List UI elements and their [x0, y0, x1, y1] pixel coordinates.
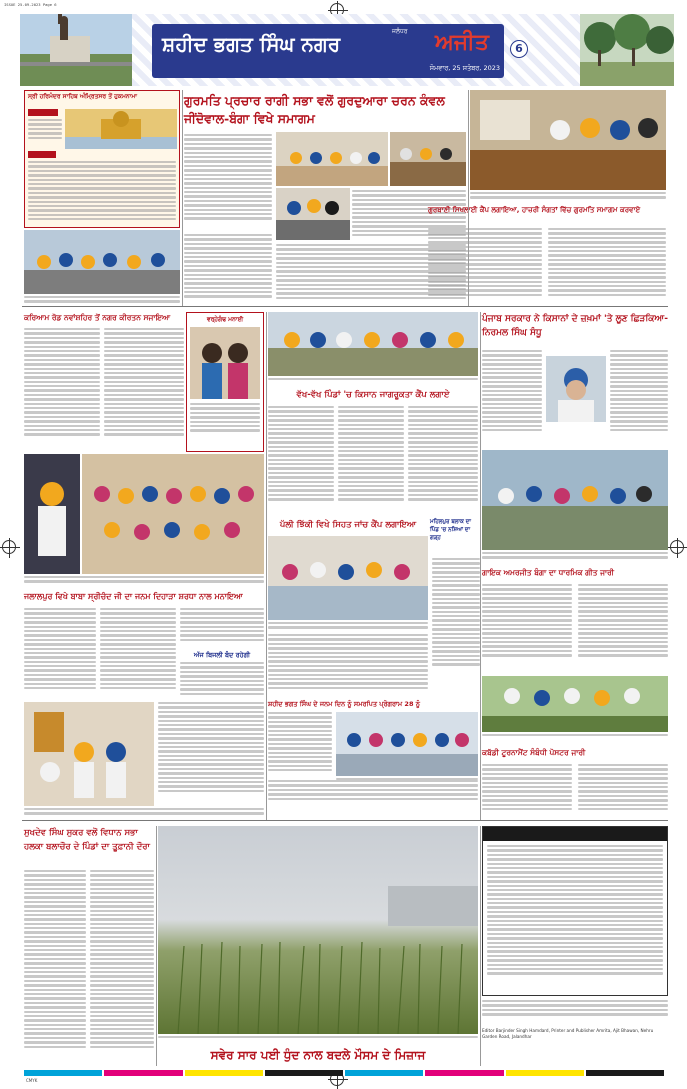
- farmer-camp-photo: [268, 312, 478, 376]
- story-headline: ਮਹਿਲਪੁਰ ਬਲਾਕ ਦਾ ਪਿੰਡ 'ਚ ਨਸ਼ਿਆਂ ਦਾ ਗੜ੍ਹ: [430, 519, 471, 541]
- photo-caption: [482, 734, 668, 742]
- story-headline: ਗੁਰਬਾਣੀ ਸਿਖਲਾਈ ਕੈਂਪ ਲਗਾਇਆ, ਹਾਜ਼ਰੀ ਸੰਗਤਾਂ ਵਿੱਚ ਗੁਰਮਤਿ ਸਮਾਗਮ ਕਰਵਾਏ: [428, 206, 641, 214]
- story-headline: ਕਬੱਡੀ ਟੂਰਨਾਮੈਂਟ ਸੰਬੰਧੀ ਪੋਸਟਰ ਜਾਰੀ: [482, 748, 586, 757]
- birthday-box: [186, 312, 264, 452]
- story-body: [482, 764, 572, 818]
- photo-caption: [268, 622, 428, 630]
- story-body: [578, 764, 668, 818]
- notice-text: [487, 845, 663, 993]
- portrait-photo: [546, 356, 606, 422]
- column-rule: [480, 312, 481, 820]
- health-camp-photo: [268, 536, 428, 620]
- trees-photo: [580, 14, 674, 86]
- photo-caption: [24, 576, 264, 584]
- story-headline: ਪੱਲੀ ਝਿੱਕੀ ਵਿਖੇ ਸਿਹਤ ਜਾਂਚ ਕੈਂਪ ਲਗਾਇਆ: [279, 520, 417, 530]
- story-headline: ਸਵੇਰ ਸਾਰ ਪਈ ਧੁੰਦ ਨਾਲ ਬਦਲੇ ਮੌਸਮ ਦੇ ਮਿਜ਼ਾਜ: [210, 1048, 426, 1062]
- story-headline: ਗਾਇਕ ਅਮਰਜੀਤ ਬੰਗਾ ਦਾ ਧਾਰਮਿਕ ਗੀਤ ਜਾਰੀ: [482, 568, 615, 577]
- story-headline: ਵਰ੍ਹੇਗੰਢ ਮਨਾਈ: [206, 316, 244, 323]
- story-body: [24, 870, 86, 1066]
- notice-box: [482, 826, 668, 996]
- story-headline: ਸ਼ਹੀਦ ਭਗਤ ਸਿੰਘ ਦੇ ਜਨਮ ਦਿਨ ਨੂੰ ਸਮਰਪਿਤ ਪ੍ਰੋਗਰਾਮ 28 ਨੂੰ: [268, 700, 420, 708]
- masthead: [20, 14, 674, 86]
- column-rule: [468, 90, 469, 306]
- rule: [22, 306, 668, 307]
- hukamnama-text: [28, 119, 62, 149]
- column-rule: [480, 826, 481, 1066]
- jalalpur-group-photo: [24, 702, 154, 806]
- story-body: [268, 634, 428, 694]
- photo-caption: [268, 378, 478, 384]
- group-photo: [276, 188, 350, 240]
- label-strip: [28, 109, 58, 116]
- congregation-photo: [82, 454, 264, 574]
- story-body: [338, 406, 404, 514]
- hukamnama-text: [28, 161, 176, 225]
- label-strip: [28, 151, 56, 158]
- story-headline: ਸ੍ਰੀ ਹਰਿਮੰਦਰ ਸਾਹਿਬ ਅੰਮ੍ਰਿਤਸਰ ਤੋਂ ਹੁਕਮਨਾਮਾ: [28, 93, 138, 100]
- school-photo: [336, 712, 478, 776]
- story-body: [184, 234, 272, 304]
- rule: [22, 820, 668, 821]
- story-body: [276, 244, 466, 304]
- masthead-date: ਸੋਮਵਾਰ, 25 ਸਤੰਬਰ, 2023: [429, 64, 500, 72]
- story-headline: ਕਰਿਆਮ ਰੋਡ ਨਵਾਂਸ਼ਹਿਰ ਤੋਂ ਨਗਰ ਕੀਰਤਨ ਸਜਾਇਆ: [24, 313, 171, 322]
- story-body: [90, 870, 154, 1066]
- column-rule: [156, 826, 157, 1066]
- story-body: [610, 350, 668, 446]
- story-body: [268, 780, 478, 806]
- registration-mark-icon: [2, 540, 16, 554]
- story-body: [180, 608, 264, 648]
- imprint: Editor Barjinder Singh Hamdard, Printer and Publisher Amrita, Ajit Bhawan, Nehru Garden Road, Jalandhar: [482, 1028, 654, 1039]
- story-headline: ਸੁਖਦੇਵ ਸਿੰਘ ਸੁਕਰ ਵਲੋਂ ਵਿਧਾਨ ਸਭਾ ਹਲਕਾ ਬਲਾਚੌਰ ਦੇ ਪਿੰਡਾਂ ਦਾ ਤੂਫ਼ਾਨੀ ਦੌਰਾ: [24, 828, 150, 852]
- couple-photo: [190, 327, 260, 399]
- column-rule: [182, 90, 183, 306]
- gurdwara-photo: [276, 132, 388, 186]
- masthead-slug: ਸ਼ਹੀਦ ਭਗਤ ਸਿੰਘ ਨਗਰ: [162, 32, 341, 56]
- brand-logo: ਅਜੀਤ: [435, 30, 489, 55]
- statue-photo: [20, 14, 132, 86]
- sangat-photo: [390, 132, 466, 186]
- story-body: [432, 558, 480, 682]
- story-body: [104, 328, 184, 448]
- page-number: 6: [510, 40, 528, 58]
- release-photo: [482, 450, 668, 550]
- column-rule: [266, 312, 267, 820]
- photo-caption: [158, 1036, 478, 1042]
- story-body: [180, 662, 264, 700]
- story-body: [268, 712, 332, 778]
- registration-mark-icon: [670, 540, 684, 554]
- golden-temple-photo: [65, 109, 177, 149]
- photo-caption: [482, 552, 668, 560]
- story-body: [24, 608, 96, 700]
- story-body: [482, 584, 572, 672]
- golden-temple-box: [24, 90, 180, 228]
- city-tag: ਜਲੰਧਰ: [392, 28, 408, 35]
- tree-planting-photo: [482, 676, 668, 732]
- color-bar: [24, 1070, 664, 1076]
- print-strip: ISSUE 25-09-2023 Page 6: [4, 2, 57, 7]
- story-headline: ਵੱਖ-ਵੱਖ ਪਿੰਡਾਂ 'ਚ ਕਿਸਾਨ ਜਾਗਰੂਕਤਾ ਕੈਂਪ ਲਗਾਏ: [296, 390, 450, 400]
- story-headline: ਜਲਾਲਪੁਰ ਵਿਖੇ ਬਾਬਾ ਸ੍ਰੀਚੰਦ ਜੀ ਦਾ ਜਨਮ ਦਿਹਾੜਾ ਸ਼ਰਧਾ ਨਾਲ ਮਨਾਇਆ: [24, 592, 243, 601]
- story-body: [578, 584, 668, 672]
- stage-photo: [470, 90, 666, 190]
- kirtan-photo: [24, 230, 180, 294]
- photo-caption: [24, 808, 264, 816]
- preacher-photo: [24, 454, 80, 574]
- notice-footer-text: [482, 1000, 668, 1024]
- photo-caption: [24, 296, 180, 306]
- photo-caption: [470, 192, 666, 206]
- story-body: [408, 406, 478, 514]
- fog-field-photo: [158, 826, 478, 1034]
- story-headline: ਗੁਰਮਤਿ ਪ੍ਰਚਾਰ ਰਾਗੀ ਸਭਾ ਵਲੋਂ ਗੁਰਦੁਆਰਾ ਚਰਨ ਕੰਵਲ ਜੀਂਦੋਵਾਲ-ਬੰਗਾ ਵਿਖੇ ਸਮਾਗਮ: [184, 93, 445, 126]
- story-headline: ਪੰਜਾਬ ਸਰਕਾਰ ਨੇ ਕਿਸਾਨਾਂ ਦੇ ਜ਼ਖ਼ਮਾਂ 'ਤੇ ਲੂਣ ਛਿੜਕਿਆ-ਨਿਰਮਲ ਸਿੰਘ ਸੰਧੂ: [482, 314, 668, 338]
- story-headline: ਅੱਜ ਬਿਜਲੀ ਬੰਦ ਰਹੇਗੀ: [193, 651, 251, 659]
- color-bar-label: CMYK: [26, 1078, 38, 1083]
- story-body: [158, 702, 264, 806]
- story-body: [268, 406, 334, 514]
- story-body: [482, 350, 542, 446]
- story-body: [548, 228, 666, 304]
- story-body: [100, 608, 176, 700]
- notice-header: [483, 827, 667, 841]
- story-body: [190, 403, 260, 449]
- story-body: [184, 134, 272, 230]
- story-body: [24, 328, 100, 448]
